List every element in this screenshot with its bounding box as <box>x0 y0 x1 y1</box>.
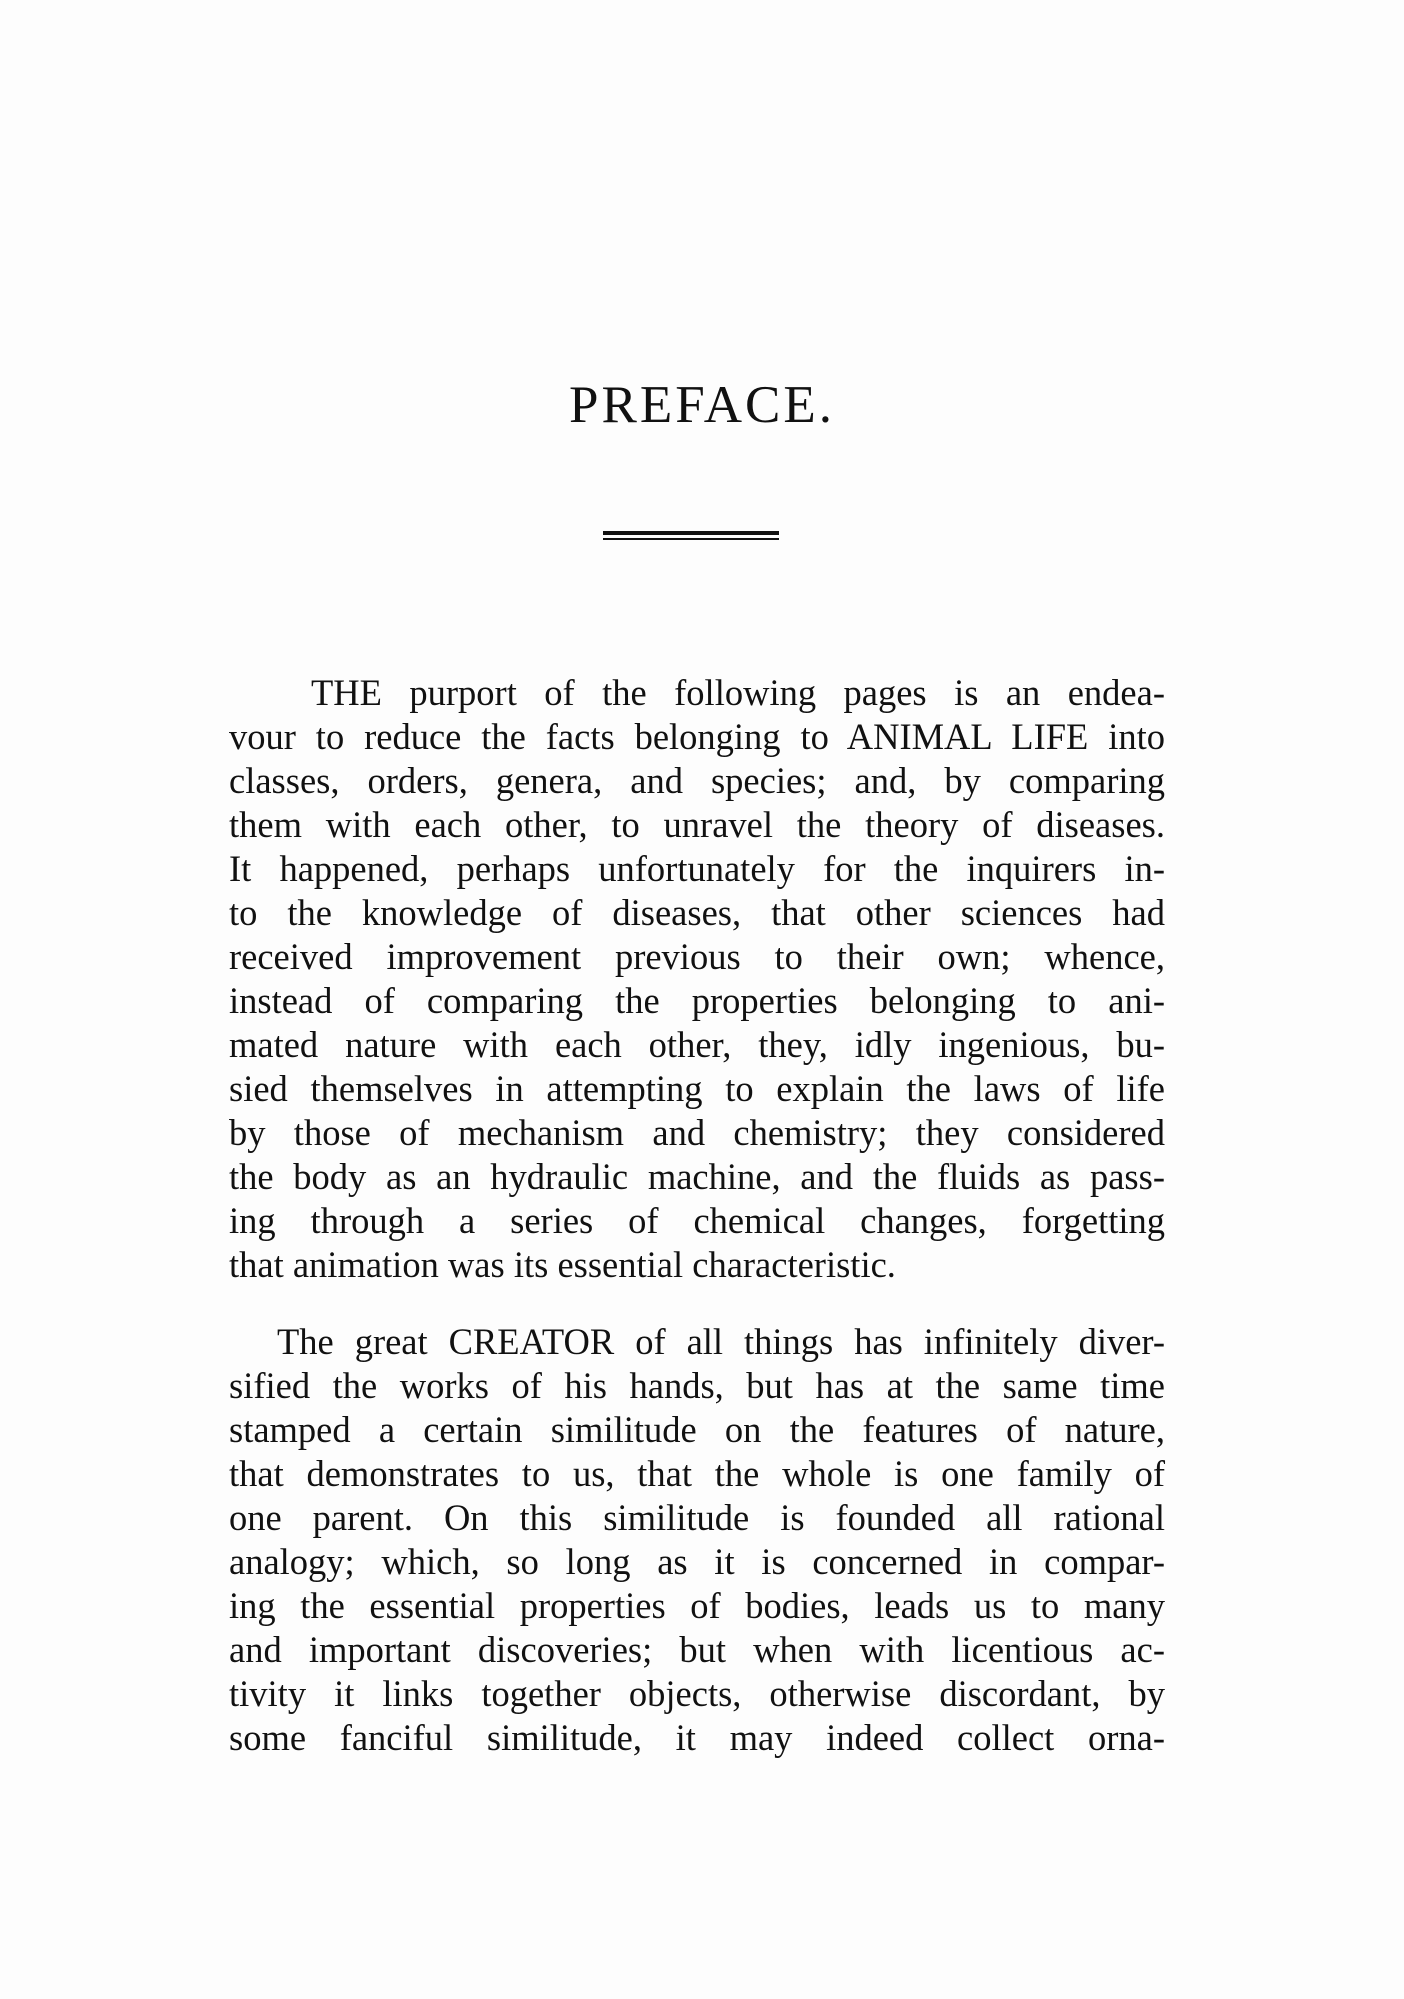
text-line: to the knowledge of diseases, that other sciences had <box>229 892 1165 933</box>
text-line: instead of comparing the properties belonging to ani- <box>229 980 1165 1021</box>
text-line: The great CREATOR of all things has infinitely diver- <box>277 1321 1165 1362</box>
text-line: mated nature with each other, they, idly ingenious, bu- <box>229 1024 1165 1065</box>
text-line: It happened, perhaps unfortunately for the inquirers in- <box>229 848 1165 889</box>
text-line: ing through a series of chemical changes, forgetting <box>229 1200 1165 1241</box>
page-title: PREFACE. <box>569 376 835 434</box>
text-line: one parent. On this similitude is founded all rational <box>229 1497 1165 1538</box>
text-line: vour to reduce the facts belonging to ANIMAL LIFE into <box>229 716 1165 757</box>
text-line: stamped a certain similitude on the features of nature, <box>229 1409 1165 1450</box>
text-line: that demonstrates to us, that the whole is one family of <box>229 1453 1165 1494</box>
paragraph-1 <box>229 671 1165 1287</box>
text-line: that animation was its essential characteristic. <box>229 1244 896 1285</box>
text-line: classes, orders, genera, and species; and, by comparing <box>229 760 1165 801</box>
text-line: analogy; which, so long as it is concerned in compar- <box>229 1541 1165 1582</box>
text-line: sied themselves in attempting to explain the laws of life <box>229 1068 1165 1109</box>
text-line: them with each other, to unravel the theory of diseases. <box>229 804 1165 845</box>
paragraph-2 <box>229 1320 1165 1760</box>
text-line: some fanciful similitude, it may indeed collect orna- <box>229 1717 1165 1758</box>
text-line: and important discoveries; but when with licentious ac- <box>229 1629 1165 1670</box>
text-line: sified the works of his hands, but has at the same time <box>229 1365 1165 1406</box>
title-divider <box>603 531 779 541</box>
text-line: ing the essential properties of bodies, leads us to many <box>229 1585 1165 1626</box>
text-line: tivity it links together objects, otherwise discordant, by <box>229 1673 1165 1714</box>
text-line: THE purport of the following pages is an endea- <box>311 672 1165 713</box>
text-line: the body as an hydraulic machine, and the fluids as pass- <box>229 1156 1165 1197</box>
text-line: by those of mechanism and chemistry; they considered <box>229 1112 1165 1153</box>
divider-thick-line <box>603 531 779 535</box>
divider-thin-line <box>603 538 779 540</box>
text-line: received improvement previous to their own; whence, <box>229 936 1165 977</box>
